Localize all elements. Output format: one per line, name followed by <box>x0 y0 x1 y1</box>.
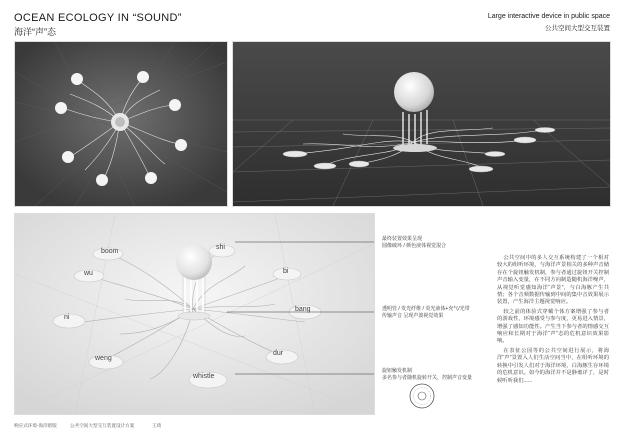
pad-word-whistle: whistle <box>193 373 215 380</box>
pad-word-ni: ni <box>64 314 70 321</box>
footer-label-3: 王琦 <box>152 423 162 428</box>
page-title-cn: 海洋“声”态 <box>14 27 56 37</box>
page-title: OCEAN ECOLOGY IN “SOUND” <box>14 12 182 24</box>
footer-label-2: 公共空间大型交互装置设计方案 <box>70 423 135 428</box>
knob-diagram <box>408 382 436 410</box>
subtitle-cn: 公共空间大型交互装置 <box>545 25 610 32</box>
pad-word-bi: bi <box>283 268 289 275</box>
description-text: 公共空间中的多人交互系统构建了一个相对较大的组听环境，与海洋声景相关的多种声音储存在个旋钮触发机制，参与者通过旋钮开关控制声音输入变量，在不同方向制造随机海洋噪声，从视觉听觉感知海洋“声景”，与白海豚产生共情；各个音频数据传输到中间的集中音效果展示装置，产生海洋主题视觉响应。 较之前的体验式穿戴个体方案增强了参与者的游戏性，环境感受与参与度，更易进入情景，增强了感知功能性。产生当下参与者的情感交互响应和长期对于海洋“声”态的危机意识效果影响。 在表征公园等的公共空间进行展示，将海洋“声”景置入人们生活空间当中，在组听环境的转换中引发人们对于海洋环境，白海豚生存环境的危机意识。如今的海洋并不是静谧详了，是时候听听我们...... <box>497 255 609 384</box>
annotation-knob: 旋钮触发机制 多名参与者随机旋转开关，控制声音变量 <box>382 368 473 381</box>
pad-word-weng: weng <box>95 355 112 362</box>
render-top-view <box>14 41 228 207</box>
annotation-sphere: 最终装置效果呈现 圆像破环 / 颜色液体视觉混合 <box>382 236 447 249</box>
render-annotated-view <box>14 213 375 415</box>
pad-word-dur: dur <box>273 350 284 357</box>
subtitle-en: Large interactive device in public space <box>487 13 610 20</box>
pad-word-wu: wu <box>84 270 93 277</box>
render-perspective-view <box>232 41 611 207</box>
footer-label-1: 响应式环境-海洋暗版 <box>14 423 57 428</box>
pad-word-shi: shi <box>216 244 225 251</box>
pad-word-bang: bang <box>295 306 311 313</box>
pad-word-boom: boom <box>101 248 119 255</box>
annotation-tubes: 透明管 / 发光纤维 / 荧光液体+充气/光带 传输声音 呈现声波视觉效果 <box>382 306 470 319</box>
